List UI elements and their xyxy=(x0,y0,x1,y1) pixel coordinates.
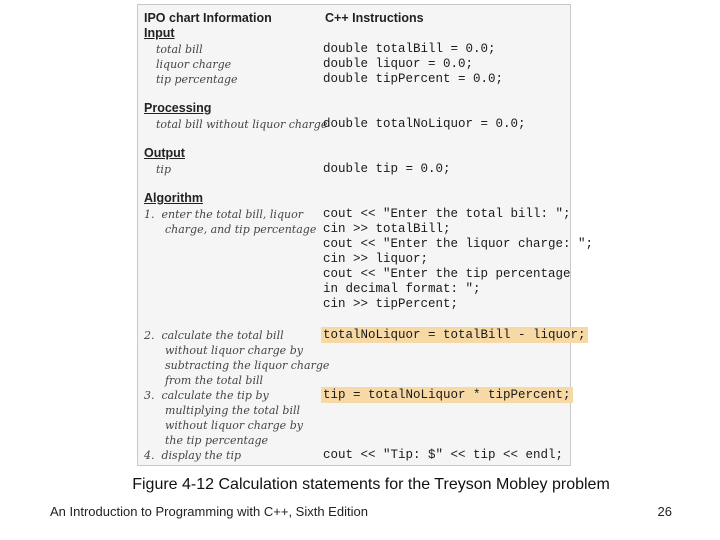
figure-caption: Figure 4-12 Calculation statements for the Treyson Mobley problem xyxy=(132,476,610,493)
algorithm-step-3-code: tip = totalNoLiquor * tipPercent; xyxy=(323,388,571,402)
input-code-liquor: double liquor = 0.0; xyxy=(323,57,474,71)
page-number: 26 xyxy=(657,504,672,519)
header-ipo-info: IPO chart Information xyxy=(144,11,272,25)
input-code-tip-percent: double tipPercent = 0.0; xyxy=(323,72,504,86)
processing-code: double totalNoLiquor = 0.0; xyxy=(323,117,526,131)
algorithm-step-3-text: 3. calculate the tip by multiplying the total bill without liquor charge by the tip percentage xyxy=(144,389,303,447)
algorithm-step-1-code: cout << "Enter the total bill: "; cin >> totalBill; cout << "Enter the liquor charge: "; cin >> liquor; cout << "Enter the tip percentage in decimal format: "; cin >> tipPercent; xyxy=(323,207,594,311)
input-label-total-bill: total bill xyxy=(156,43,203,56)
header-cpp-instructions: C++ Instructions xyxy=(325,11,424,25)
input-code-total-bill: double totalBill = 0.0; xyxy=(323,42,496,56)
section-output-title: Output xyxy=(144,146,185,160)
output-code-tip: double tip = 0.0; xyxy=(323,162,451,176)
output-label-tip: tip xyxy=(156,163,171,176)
algorithm-step-2-text: 2. calculate the total bill without liquor charge by subtracting the liquor charge from the total bill xyxy=(144,329,330,387)
algorithm-step-4-text: 4. display the tip xyxy=(144,449,242,462)
section-processing-title: Processing xyxy=(144,101,212,115)
ipo-chart-figure xyxy=(137,4,594,466)
section-algorithm-title: Algorithm xyxy=(144,191,204,205)
section-input-title: Input xyxy=(144,26,175,40)
footer-book-title: An Introduction to Programming with C++, Sixth Edition xyxy=(50,504,368,519)
processing-label: total bill without liquor charge xyxy=(156,118,328,131)
algorithm-step-2-code: totalNoLiquor = totalBill - liquor; xyxy=(323,328,586,342)
algorithm-step-1-text: 1. enter the total bill, liquor charge, and tip percentage xyxy=(144,208,317,236)
input-label-tip-percentage: tip percentage xyxy=(156,73,238,86)
input-label-liquor: liquor charge xyxy=(156,58,232,71)
algorithm-step-4-code: cout << "Tip: $" << tip << endl; xyxy=(323,448,564,462)
